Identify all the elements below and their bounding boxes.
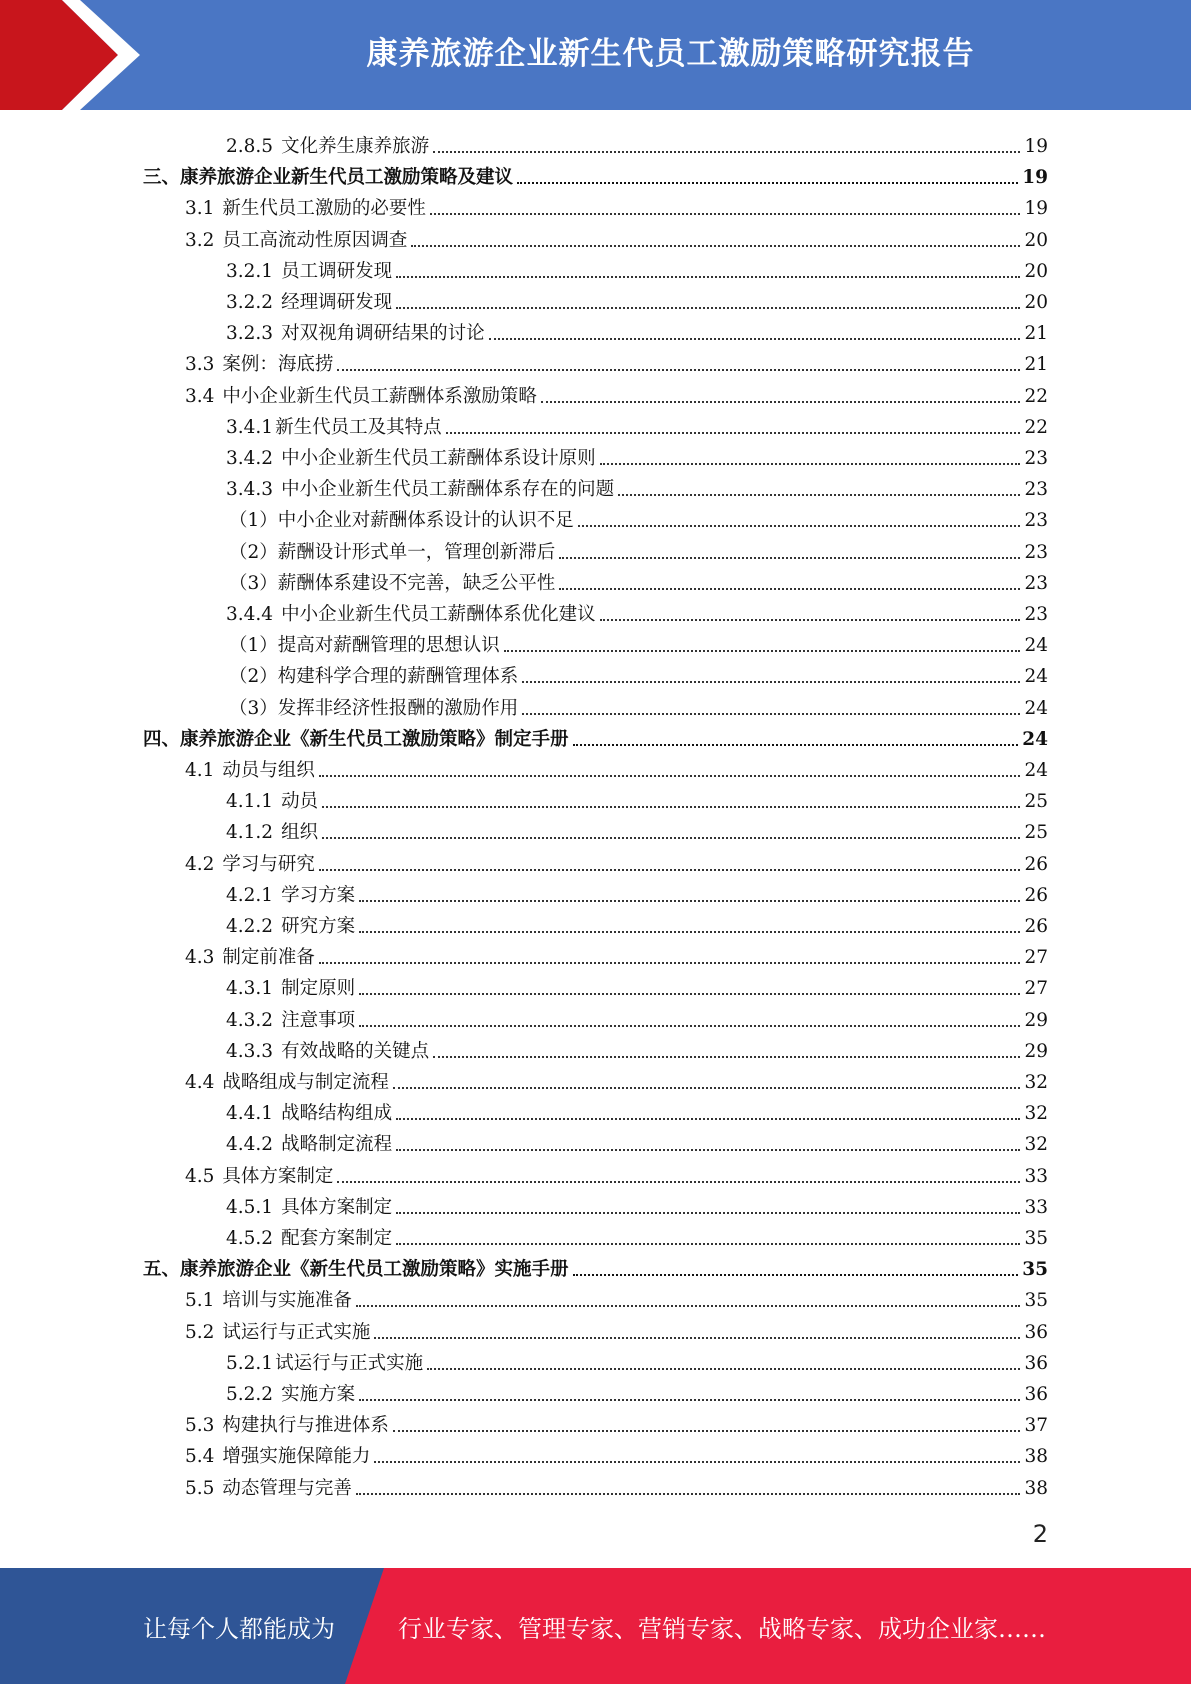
toc-entry-text: 学习与研究 (222, 853, 315, 875)
toc-entry-label (185, 229, 407, 253)
toc-entry-page: 32 (1024, 1103, 1048, 1125)
toc-entry-label (226, 416, 442, 440)
toc-entry-label (185, 1071, 389, 1095)
toc-entry-text: （2）薪酬设计形式单一，管理创新滞后 (229, 541, 556, 563)
toc-entry-text: 五、康养旅游企业《新生代员工激励策略》实施手册 (143, 1259, 569, 1281)
toc-entry[interactable] (226, 908, 1048, 939)
toc-dot-leader (396, 1149, 1020, 1151)
toc-entry[interactable] (229, 534, 1048, 565)
toc-entry-number: 4.5.2 (226, 1228, 274, 1249)
toc-entry-label (226, 1196, 392, 1220)
toc-entry-number: 3.2 (185, 229, 215, 251)
toc-entry-label (226, 1009, 355, 1033)
toc-entry-label (226, 447, 596, 471)
toc-entry-page: 35 (1022, 1259, 1048, 1281)
toc-entry-label (143, 166, 513, 190)
toc-entry-label (226, 1383, 355, 1407)
toc-dot-leader (356, 1493, 1021, 1495)
toc-entry-page: 21 (1024, 323, 1048, 345)
toc-entry[interactable] (229, 565, 1048, 596)
toc-dot-leader (319, 869, 1021, 871)
toc-dot-leader (430, 213, 1021, 215)
toc-entry-label (226, 260, 392, 284)
toc-entry-label (226, 1102, 392, 1126)
toc-dot-leader (396, 1243, 1020, 1245)
toc-entry[interactable] (226, 1345, 1048, 1376)
toc-entry-number: 5.5 (185, 1477, 215, 1499)
toc-entry-page: 27 (1024, 978, 1048, 1000)
toc-dot-leader (433, 151, 1020, 153)
toc-entry-text: 文化养生康养旅游 (281, 136, 430, 157)
toc-entry-label (226, 821, 318, 845)
toc-entry-text: 四、康养旅游企业《新生代员工激励策略》制定手册 (143, 728, 569, 750)
toc-entry[interactable] (185, 1282, 1048, 1313)
page-number: 2 (1032, 1520, 1048, 1548)
toc-entry-text: 中小企业新生代员工薪酬体系优化建议 (281, 604, 596, 625)
toc-entry-text: 战略组成与制定流程 (222, 1072, 389, 1093)
toc-entry-page: 20 (1024, 229, 1048, 251)
toc-entry-label (226, 478, 614, 502)
toc-entry-number: 3.2.1 (226, 260, 274, 282)
toc-entry-number: 3.4.2 (226, 448, 274, 469)
toc-entry[interactable] (226, 1220, 1048, 1251)
toc-dot-leader (359, 931, 1020, 933)
toc-entry-page: 35 (1024, 1228, 1048, 1249)
toc-entry-number: 3.2.2 (226, 292, 274, 313)
toc-dot-leader (319, 775, 1021, 777)
toc-dot-leader (393, 1430, 1021, 1432)
toc-entry-text: 注意事项 (281, 1009, 356, 1031)
toc-entry-number: 3.4.1 (226, 416, 274, 438)
toc-entry[interactable] (185, 1438, 1048, 1469)
report-title: 康养旅游企业新生代员工激励策略研究报告 (366, 35, 975, 72)
toc-entry[interactable] (226, 1033, 1048, 1064)
toc-entry-label (185, 197, 426, 221)
toc-entry-text: （1）提高对薪酬管理的思想认识 (229, 635, 500, 657)
toc-entry-text: 新生代员工及其特点 (275, 416, 442, 438)
toc-entry-text: 培训与实施准备 (222, 1290, 352, 1312)
toc-dot-leader (433, 1056, 1020, 1058)
toc-entry-page: 19 (1024, 136, 1048, 157)
toc-entry-number: 4.2.1 (226, 884, 274, 906)
footer-slogan-left: 让每个人都能成为 (143, 1614, 335, 1643)
report-footer (0, 1568, 1191, 1684)
toc-entry-label (229, 572, 555, 596)
toc-entry-label (226, 1133, 392, 1157)
toc-entry-label (226, 884, 355, 908)
toc-entry-text: （3）薪酬体系建设不完善，缺乏公平性 (229, 572, 556, 594)
toc-entry[interactable] (226, 315, 1048, 346)
toc-entry-text: 制定原则 (281, 978, 356, 1000)
toc-entry-label (226, 1227, 392, 1251)
toc-entry-number: 4.4.1 (226, 1103, 274, 1125)
toc-dot-leader (578, 525, 1021, 527)
toc-entry-text: 学习方案 (281, 884, 356, 906)
toc-dot-leader (573, 1274, 1019, 1276)
toc-entry[interactable] (229, 658, 1048, 689)
toc-entry[interactable] (226, 1095, 1048, 1126)
toc-entry-label (185, 946, 315, 970)
toc-entry-page: 24 (1024, 635, 1048, 657)
toc-entry-label (185, 353, 333, 377)
toc-entry-page: 25 (1024, 822, 1048, 844)
toc-dot-leader (396, 276, 1020, 278)
toc-dot-leader (356, 1305, 1021, 1307)
toc-dot-leader (374, 1461, 1020, 1463)
toc-entry-label (185, 1321, 370, 1345)
toc-entry-label (226, 291, 392, 315)
toc-entry-number: 4.2.2 (226, 916, 274, 937)
toc-entry-number: 3.1 (185, 198, 215, 220)
toc-entry[interactable] (185, 752, 1048, 783)
toc-entry-number: 4.1 (185, 760, 215, 781)
toc-entry-number: 3.3 (185, 354, 215, 376)
toc-entry-number: 3.4.4 (226, 604, 274, 625)
toc-dot-leader (396, 1212, 1020, 1214)
toc-entry-page: 29 (1024, 1040, 1048, 1062)
toc-dot-leader (559, 588, 1020, 590)
toc-entry-number: 3.4 (185, 385, 215, 407)
toc-entry-number: 5.2.2 (226, 1384, 274, 1405)
toc-entry-text: 具体方案制定 (222, 1165, 334, 1187)
toc-entry-text: 具体方案制定 (281, 1196, 393, 1218)
toc-entry-number: 2.8.5 (226, 136, 274, 157)
toc-dot-leader (359, 1399, 1020, 1401)
toc-entry-number: 3.2.3 (226, 323, 274, 345)
toc-entry-page: 32 (1024, 1072, 1048, 1093)
toc-entry-text: （2）构建科学合理的薪酬管理体系 (229, 666, 519, 688)
toc-entry[interactable] (185, 222, 1048, 253)
toc-entry-page: 19 (1022, 167, 1048, 189)
toc-entry-page: 36 (1024, 1321, 1048, 1343)
toc-entry[interactable] (226, 783, 1048, 814)
toc-entry-number: 4.5.1 (226, 1196, 274, 1218)
toc-entry-page: 38 (1024, 1477, 1048, 1499)
toc-entry-number: 4.3.1 (226, 978, 274, 1000)
toc-entry-page: 36 (1024, 1384, 1048, 1405)
toc-entry-number: 4.3.3 (226, 1040, 274, 1062)
toc-entry[interactable] (185, 1314, 1048, 1345)
toc-entry-number: 5.4 (185, 1446, 215, 1468)
toc-entry-label (226, 790, 318, 814)
toc-entry-number: 5.2 (185, 1321, 215, 1343)
toc-entry-text: 试运行与正式实施 (222, 1321, 371, 1343)
toc-dot-leader (322, 806, 1020, 808)
toc-entry-text: 中小企业新生代员工薪酬体系设计原则 (281, 448, 596, 469)
toc-entry-label (226, 915, 355, 939)
toc-entry-page: 21 (1024, 354, 1048, 376)
toc-entry[interactable] (185, 1158, 1048, 1189)
toc-entry-text: 经理调研发现 (281, 292, 393, 313)
toc-entry-page: 26 (1024, 916, 1048, 937)
toc-entry-page: 20 (1024, 292, 1048, 313)
toc-entry-number: 4.1.1 (226, 791, 274, 813)
toc-entry-text: 研究方案 (281, 916, 356, 937)
toc-entry-label (229, 697, 518, 721)
toc-dot-leader (489, 338, 1021, 340)
toc-dot-leader (393, 1087, 1021, 1089)
toc-entry[interactable] (229, 502, 1048, 533)
toc-entry-label (143, 728, 569, 752)
toc-dot-leader (396, 1118, 1020, 1120)
toc-entry-text: 动员 (281, 791, 319, 813)
toc-entry-text: 中小企业新生代员工薪酬体系存在的问题 (281, 479, 615, 501)
toc-entry-page: 22 (1024, 416, 1048, 438)
toc-entry[interactable] (185, 346, 1048, 377)
toc-entry-label (185, 385, 537, 409)
toc-entry[interactable] (229, 627, 1048, 658)
toc-entry-text: （1）中小企业对薪酬体系设计的认识不足 (229, 510, 574, 532)
footer-slogan-right: 行业专家、管理专家、营销专家、战略专家、成功企业家…… (398, 1614, 1046, 1643)
toc-entry-text: 制定前准备 (222, 947, 315, 969)
toc-entry-page: 26 (1024, 884, 1048, 906)
toc-entry-page: 29 (1024, 1009, 1048, 1031)
toc-entry-label (185, 1165, 333, 1189)
toc-dot-leader (600, 463, 1021, 465)
toc-entry-label (229, 509, 574, 533)
toc-entry-label (143, 1258, 569, 1282)
toc-dot-leader (541, 401, 1021, 403)
toc-entry-text: 案例：海底捞 (222, 354, 334, 376)
toc-entry[interactable] (143, 721, 1048, 752)
toc-dot-leader (359, 993, 1020, 995)
toc-entry[interactable] (185, 1064, 1048, 1095)
toc-entry-text: 动员与组织 (222, 760, 315, 781)
toc-entry[interactable] (226, 253, 1048, 284)
toc-entry-page: 38 (1024, 1446, 1048, 1468)
toc-entry-number: 4.3.2 (226, 1009, 274, 1031)
toc-entry-label (226, 1040, 429, 1064)
toc-entry-page: 25 (1024, 791, 1048, 813)
toc-dot-leader (559, 557, 1020, 559)
toc-dot-leader (618, 494, 1020, 496)
toc-entry-label (185, 1289, 352, 1313)
toc-entry-label (185, 853, 315, 877)
toc-entry[interactable] (226, 1002, 1048, 1033)
toc-entry-number: 4.4.2 (226, 1134, 274, 1156)
toc-entry[interactable] (226, 440, 1048, 471)
toc-entry[interactable] (143, 159, 1048, 190)
toc-entry-page: 32 (1024, 1134, 1048, 1156)
toc-entry-page: 24 (1022, 728, 1048, 750)
toc-entry-page: 23 (1024, 479, 1048, 501)
toc-entry[interactable] (226, 471, 1048, 502)
toc-entry[interactable] (229, 690, 1048, 721)
toc-entry-page: 33 (1024, 1196, 1048, 1218)
toc-entry-label (185, 1477, 352, 1501)
toc-dot-leader (396, 307, 1020, 309)
toc-entry-number: 5.2.1 (226, 1352, 274, 1374)
toc-entry-text: 配套方案制定 (281, 1228, 393, 1249)
toc-entry-number: 4.3 (185, 947, 215, 969)
toc-entry[interactable] (226, 814, 1048, 845)
toc-entry[interactable] (226, 596, 1048, 627)
toc-entry-page: 23 (1024, 541, 1048, 563)
toc-entry-page: 19 (1024, 198, 1048, 220)
toc-entry-page: 22 (1024, 385, 1048, 407)
toc-dot-leader (322, 837, 1020, 839)
toc-entry-number: 4.5 (185, 1165, 215, 1187)
toc-entry[interactable] (185, 1470, 1048, 1501)
toc-dot-leader (359, 1025, 1020, 1027)
toc-entry-text: 对双视角调研结果的讨论 (281, 323, 485, 345)
toc-entry[interactable] (185, 190, 1048, 221)
toc-entry[interactable] (226, 409, 1048, 440)
toc-dot-leader (427, 1368, 1020, 1370)
toc-dot-leader (337, 1181, 1020, 1183)
toc-entry[interactable] (226, 877, 1048, 908)
toc-entry-page: 23 (1024, 604, 1048, 625)
toc-entry[interactable] (226, 284, 1048, 315)
toc-entry-text: 构建执行与推进体系 (222, 1415, 389, 1437)
toc-entry-text: （3）发挥非经济性报酬的激励作用 (229, 697, 519, 719)
toc-entry-label (185, 759, 315, 783)
toc-entry-label (229, 665, 518, 689)
toc-entry[interactable] (226, 1376, 1048, 1407)
toc-entry-label (226, 603, 596, 627)
toc-entry[interactable] (226, 128, 1048, 159)
toc-entry-text: 三、康养旅游企业新生代员工激励策略及建议 (143, 167, 514, 189)
toc-entry-text: 组织 (281, 822, 319, 844)
toc-entry-page: 23 (1024, 510, 1048, 532)
toc-entry-label (185, 1414, 389, 1438)
toc-dot-leader (522, 713, 1020, 715)
toc-dot-leader (374, 1337, 1020, 1339)
toc-entry-page: 23 (1024, 572, 1048, 594)
toc-entry[interactable] (185, 1407, 1048, 1438)
toc-dot-leader (600, 619, 1021, 621)
toc-entry-text: 战略制定流程 (281, 1134, 393, 1156)
toc-entry-page: 27 (1024, 947, 1048, 969)
toc-entry-page: 36 (1024, 1352, 1048, 1374)
toc-entry-number: 5.3 (185, 1415, 215, 1437)
toc-entry-number: 3.4.3 (226, 479, 274, 501)
toc-dot-leader (337, 369, 1020, 371)
toc-entry-number: 4.2 (185, 853, 215, 875)
toc-entry-page: 26 (1024, 853, 1048, 875)
toc-entry[interactable] (185, 846, 1048, 877)
toc-entry[interactable] (226, 1189, 1048, 1220)
toc-entry[interactable] (226, 1126, 1048, 1157)
toc-entry-page: 24 (1024, 697, 1048, 719)
toc-entry-text: 实施方案 (281, 1384, 356, 1405)
toc-dot-leader (517, 182, 1018, 184)
toc-entry[interactable] (143, 1251, 1048, 1282)
toc-entry-label (226, 135, 429, 159)
toc-dot-leader (522, 681, 1020, 683)
toc-entry-number: 4.4 (185, 1072, 215, 1093)
toc-entry-text: 中小企业新生代员工薪酬体系激励策略 (222, 385, 537, 407)
toc-entry-page: 35 (1024, 1290, 1048, 1312)
toc-dot-leader (573, 744, 1019, 746)
toc-entry-text: 新生代员工激励的必要性 (222, 198, 426, 220)
toc-entry-text: 员工高流动性原因调查 (222, 229, 408, 251)
toc-entry[interactable] (226, 970, 1048, 1001)
toc-entry-text: 有效战略的关键点 (281, 1040, 430, 1062)
toc-entry-text: 员工调研发现 (281, 260, 393, 282)
toc-entry-page: 33 (1024, 1165, 1048, 1187)
header-arrow-decoration (0, 0, 150, 110)
toc-entry-page: 20 (1024, 260, 1048, 282)
toc-entry-page: 24 (1024, 760, 1048, 781)
toc-entry-label (229, 541, 555, 565)
toc-entry-label (226, 977, 355, 1001)
toc-entry-number: 5.1 (185, 1290, 215, 1312)
toc-entry-label (226, 1352, 423, 1376)
toc-dot-leader (504, 650, 1021, 652)
toc-entry-page: 37 (1024, 1415, 1048, 1437)
toc-entry-text: 战略结构组成 (281, 1103, 393, 1125)
toc-entry-page: 24 (1024, 666, 1048, 688)
toc-dot-leader (359, 900, 1020, 902)
toc-entry-text: 动态管理与完善 (222, 1477, 352, 1499)
toc-entry[interactable] (185, 939, 1048, 970)
toc-entry-label (185, 1445, 370, 1469)
toc-entry[interactable] (185, 378, 1048, 409)
toc-entry-number: 4.1.2 (226, 822, 274, 844)
toc-entry-text: 增强实施保障能力 (222, 1446, 371, 1468)
toc-dot-leader (319, 962, 1021, 964)
toc-entry-label (229, 634, 500, 658)
toc-entry-label (226, 322, 485, 346)
toc-entry-text: 试运行与正式实施 (275, 1352, 424, 1374)
toc-entry-page: 23 (1024, 448, 1048, 469)
report-header (0, 0, 1191, 110)
toc-dot-leader (446, 432, 1021, 434)
toc-dot-leader (411, 245, 1020, 247)
